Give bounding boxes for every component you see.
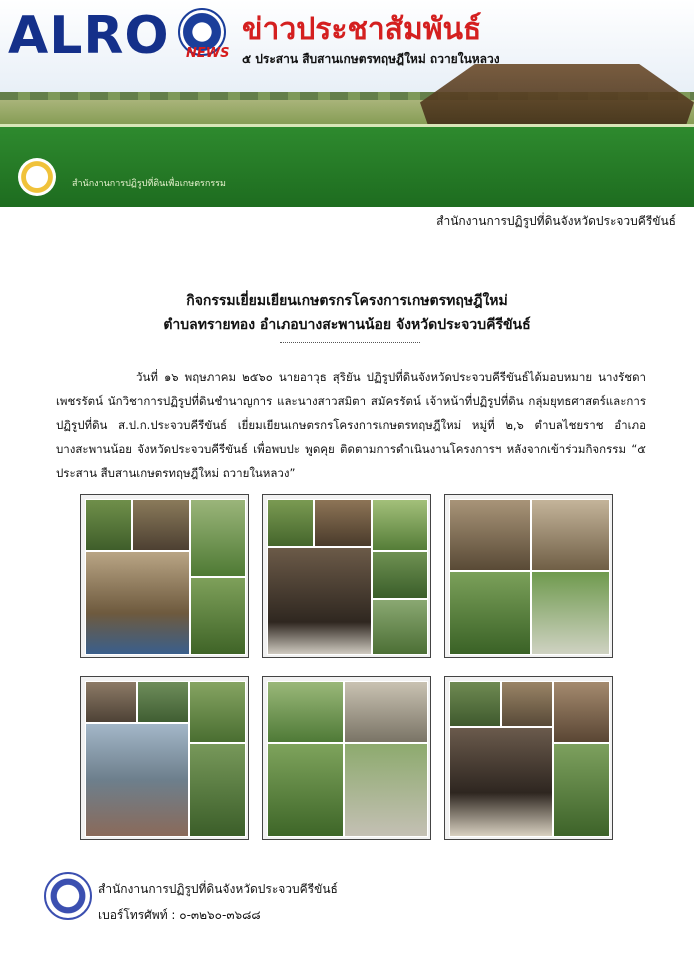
article-body <box>56 365 646 485</box>
photo-collage-3 <box>444 494 613 658</box>
project-logo-icon <box>18 158 56 196</box>
office-name-top: สำนักงานการปฏิรูปที่ดินจังหวัดประจวบคีรีขันธ์ <box>436 214 676 228</box>
banner-subline: ๕ ประสาน สืบสานเกษตรทฤษฎีใหม่ ถวายในหลวง <box>242 52 500 66</box>
banner-bar-text: สำนักงานการปฏิรูปที่ดินเพื่อเกษตรกรรม <box>72 179 226 189</box>
article-title-line1: กิจกรรมเยี่ยมเยียนเกษตรกรโครงการเกษตรทฤษฎีใหม่ <box>186 293 508 309</box>
photo-collage-6 <box>444 676 613 840</box>
article-body-text: วันที่ ๑๖ พฤษภาคม ๒๕๖๐ นายอาวุธ สุริยัน ปฏิรูปที่ดินจังหวัดประจวบคีรีขันธ์ได้มอบหมาย นางรัชดา เพชรรัตน์ นักวิชาการปฏิรูปที่ดินชำนาญการ และนางสาวสมิตา สมัครรัตน์ เจ้าหน้าที่ปฏิรูปที่ดิน กลุ่มยุทธศาสตร์และการปฏิรูปที่ดิน ส.ป.ก.ประจวบคีรีขันธ์ เยี่ยมเยียนเกษตรกรโครงการเกษตรทฤษฎีใหม่ หมู่ที่ ๒,๖ ตำบลไชยราช อำเภอบางสะพานน้อย จังหวัดประจวบคีรีขันธ์ เพื่อพบปะ พูดคุย ติดตามการดำเนินงานโครงการฯ หลังจากเข้าร่วมกิจกรรม “๕ ประสาน สืบสานเกษตรทฤษฎีใหม่ ถวายในหลวง” <box>56 370 646 480</box>
header-banner <box>0 0 694 207</box>
banner-headline: ข่าวประชาสัมพันธ์ <box>242 12 482 47</box>
photo-collage-4 <box>80 676 249 840</box>
footer-seal-icon <box>44 872 92 920</box>
footer-office-name: สำนักงานการปฏิรูปที่ดินจังหวัดประจวบคีรีขันธ์ <box>98 882 338 896</box>
title-divider <box>280 342 420 343</box>
footer-phone: เบอร์โทรศัพท์ : ๐-๓๒๖๐-๓๖๘๘ <box>98 908 261 922</box>
brand-news-text: NEWS <box>186 46 230 61</box>
article-title-line2: ตำบลทรายทอง อำเภอบางสะพานน้อย จังหวัดประจวบคีรีขันธ์ <box>163 317 531 333</box>
photo-collage-5 <box>262 676 431 840</box>
banner-green-bar <box>0 124 694 207</box>
brand-logo-text: ALRO <box>8 6 170 66</box>
photo-collage-1 <box>80 494 249 658</box>
photo-collage-2 <box>262 494 431 658</box>
